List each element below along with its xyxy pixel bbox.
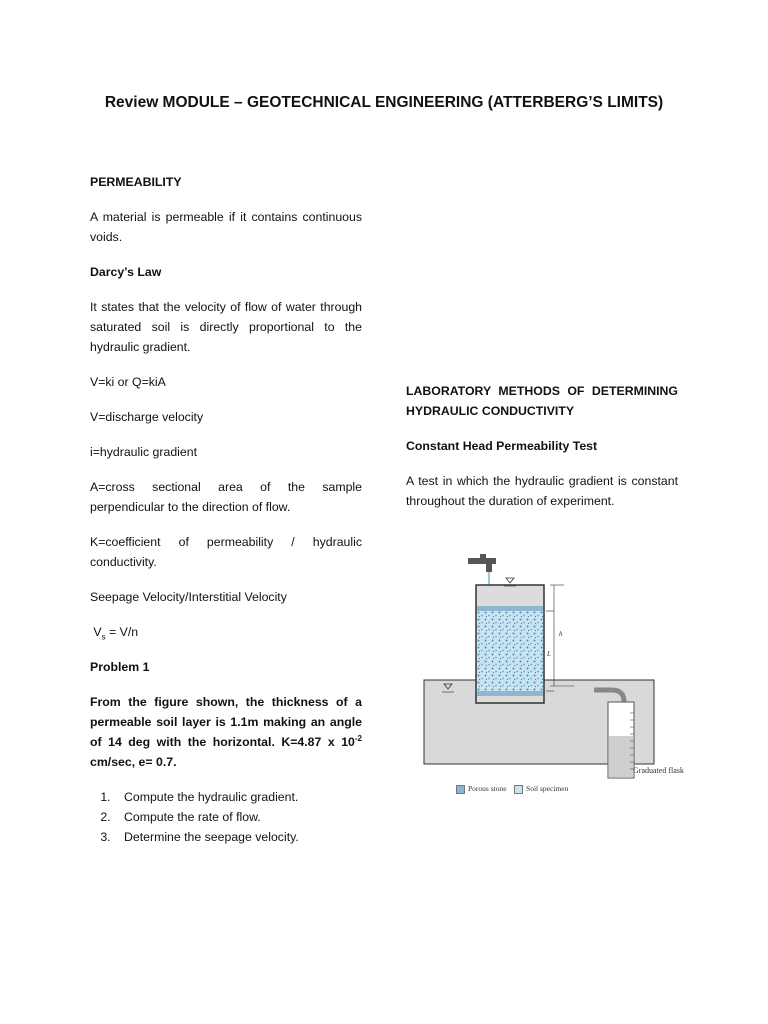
constant-head-text: A test in which the hydraulic gradient is constant throughout the duration of experiment. (406, 474, 678, 508)
graduated-flask (608, 702, 634, 778)
figure-legend (456, 784, 568, 794)
seepage-sub: s (101, 632, 106, 642)
porous-stone-top (477, 606, 543, 611)
seepage-heading: Seepage Velocity/Interstitial Velocity (90, 590, 287, 604)
problem-text-part1: From the figure shown, the thickness of a permeable soil layer is 1.1m making an angle of 14 deg with the horizontal. K=4.87 x 10 (90, 695, 362, 749)
problem-exponent: -2 (354, 733, 362, 743)
list-item: 3. Determine the seepage velocity. (114, 827, 362, 847)
seepage-rest: = V/n (105, 625, 139, 639)
darcy-formula: V=ki or Q=kiA (90, 375, 166, 389)
porous-stone-bottom (477, 691, 543, 696)
soil-specimen (477, 611, 543, 691)
constant-head-heading: Constant Head Permeability Test (406, 439, 598, 453)
definition-a: A=cross sectional area of the sample perpendicular to the direction of flow. (90, 480, 362, 514)
darcy-heading: Darcy’s Law (90, 265, 162, 279)
legend-porous: Porous stone (468, 784, 507, 793)
soil-swatch (514, 785, 523, 794)
permeability-heading: PERMEABILITY (90, 175, 182, 189)
problem-text-part2: cm/sec, e= 0.7. (90, 755, 177, 769)
flask-label: Graduated flask (633, 766, 684, 775)
legend-soil: Soil specimen (526, 784, 569, 793)
seepage-v: V (93, 625, 102, 639)
page-title: Review MODULE – GEOTECHNICAL ENGINEERING (ATTERBERG’S LIMITS) (104, 94, 664, 111)
definition-i: i=hydraulic gradient (90, 445, 197, 459)
problem-text (90, 692, 362, 772)
water-level-icon (506, 578, 514, 583)
task-list (90, 787, 362, 847)
problem-heading: Problem 1 (90, 660, 150, 674)
lab-methods-heading: LABORATORY METHODS OF DETERMINING HYDRAULIC CONDUCTIVITY (406, 384, 678, 418)
list-item: 2. Compute the rate of flow. (114, 807, 362, 827)
right-column (406, 381, 678, 526)
darcy-text: It states that the velocity of flow of water through saturated soil is directly proportional to the hydraulic gradient. (90, 300, 362, 354)
left-column (90, 172, 362, 847)
label-l: L (547, 650, 551, 658)
seepage-formula (90, 622, 362, 642)
list-item: 1. Compute the hydraulic gradient. (114, 787, 362, 807)
definition-v: V=discharge velocity (90, 410, 204, 424)
definition-k: K=coefficient of permeability / hydraulic conductivity. (90, 535, 362, 569)
porous-stone-swatch (456, 785, 465, 794)
permeability-intro: A material is permeable if it contains continuous voids. (90, 210, 362, 244)
label-h: h (559, 630, 563, 638)
constant-head-diagram (414, 548, 682, 800)
